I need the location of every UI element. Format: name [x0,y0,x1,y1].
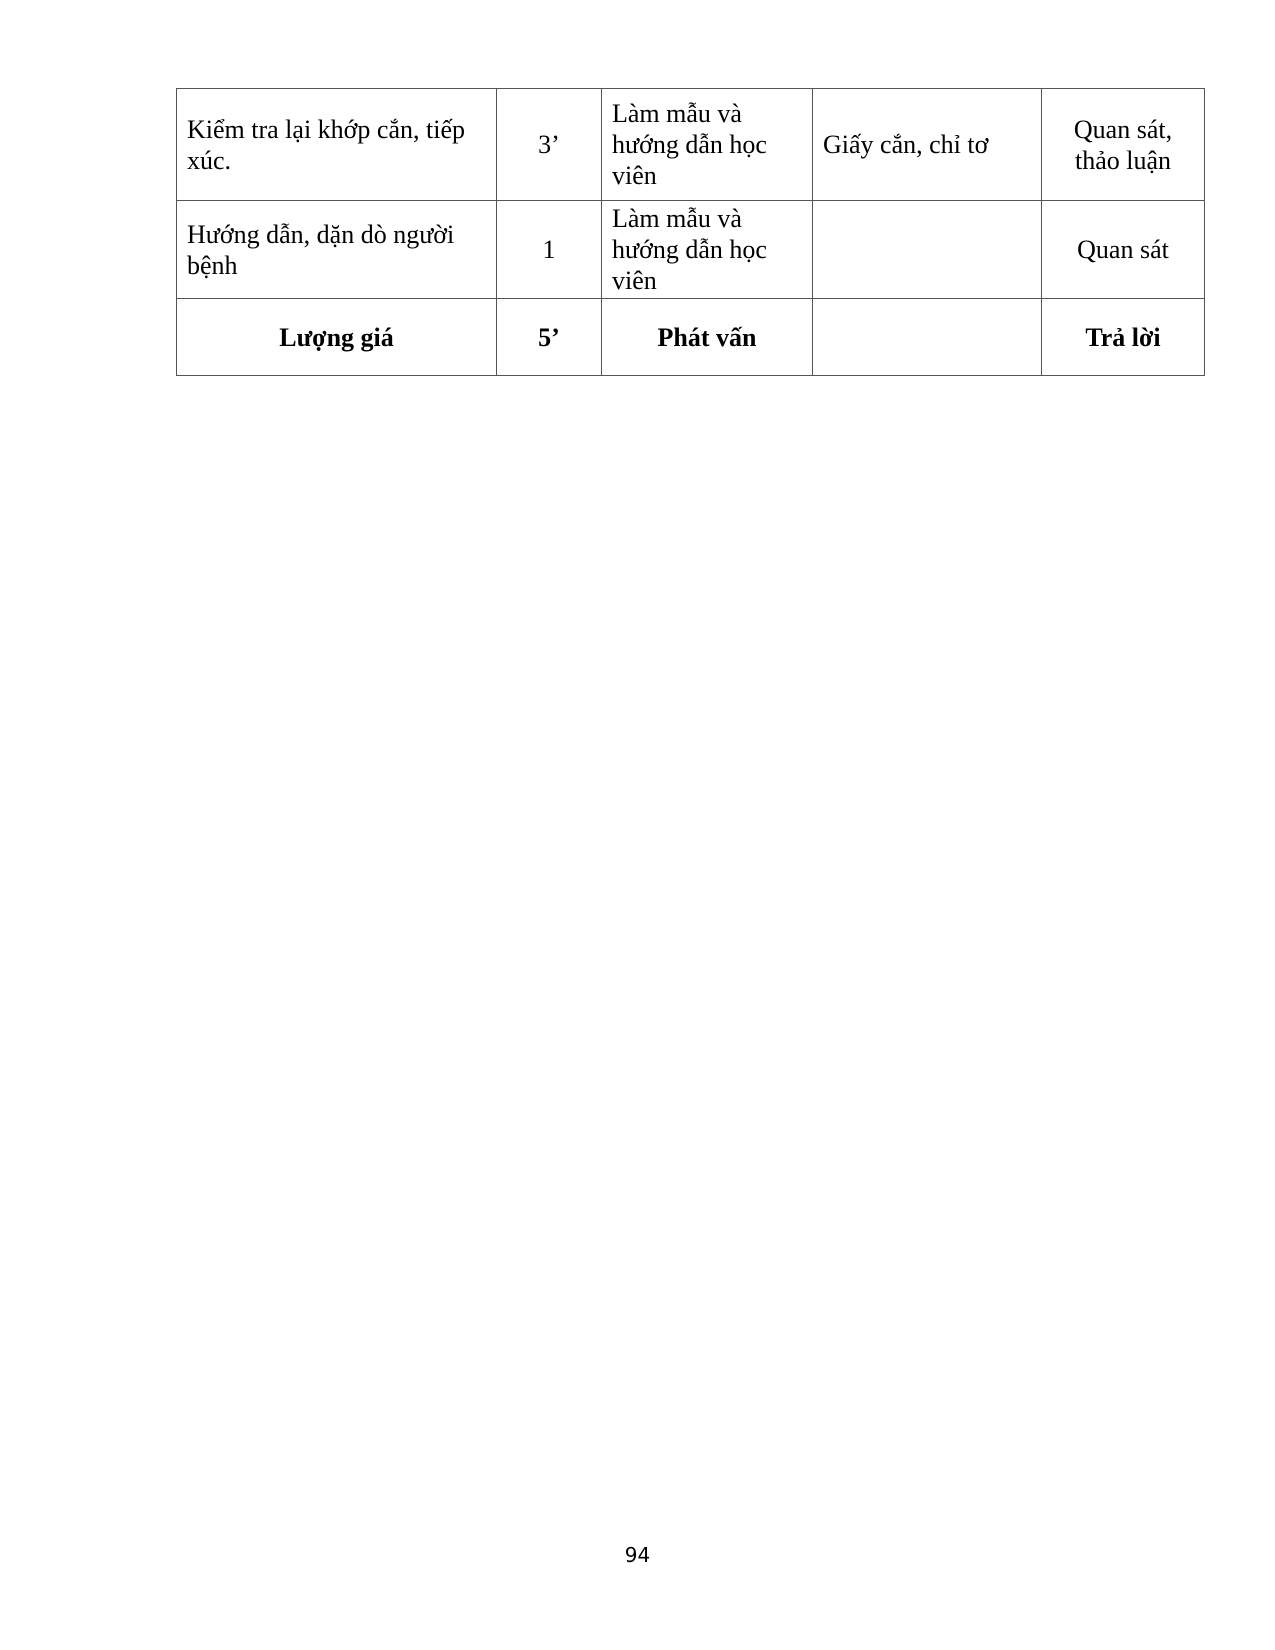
table-row [177,299,1205,376]
time-cell: 3’ [497,89,602,201]
time-cell: 5’ [497,299,602,376]
content-cell: Lượng giá [177,299,497,376]
method-cell: Làm mẫu và hướng dẫn học viên [602,201,813,299]
materials-cell [813,299,1042,376]
table-row [177,201,1205,299]
content-cell: Hướng dẫn, dặn dò người bệnh [177,201,497,299]
lesson-plan-table [176,88,1205,376]
materials-cell [813,201,1042,299]
time-cell: 1 [497,201,602,299]
content-cell: Kiểm tra lại khớp cắn, tiếp xúc. [177,89,497,201]
activity-cell: Quan sát, thảo luận [1042,89,1205,201]
method-cell: Làm mẫu và hướng dẫn học viên [602,89,813,201]
method-cell: Phát vấn [602,299,813,376]
activity-cell: Quan sát [1042,201,1205,299]
page-number: 94 [624,1543,651,1567]
table-row [177,89,1205,201]
activity-cell: Trả lời [1042,299,1205,376]
materials-cell: Giấy cắn, chỉ tơ [813,89,1042,201]
